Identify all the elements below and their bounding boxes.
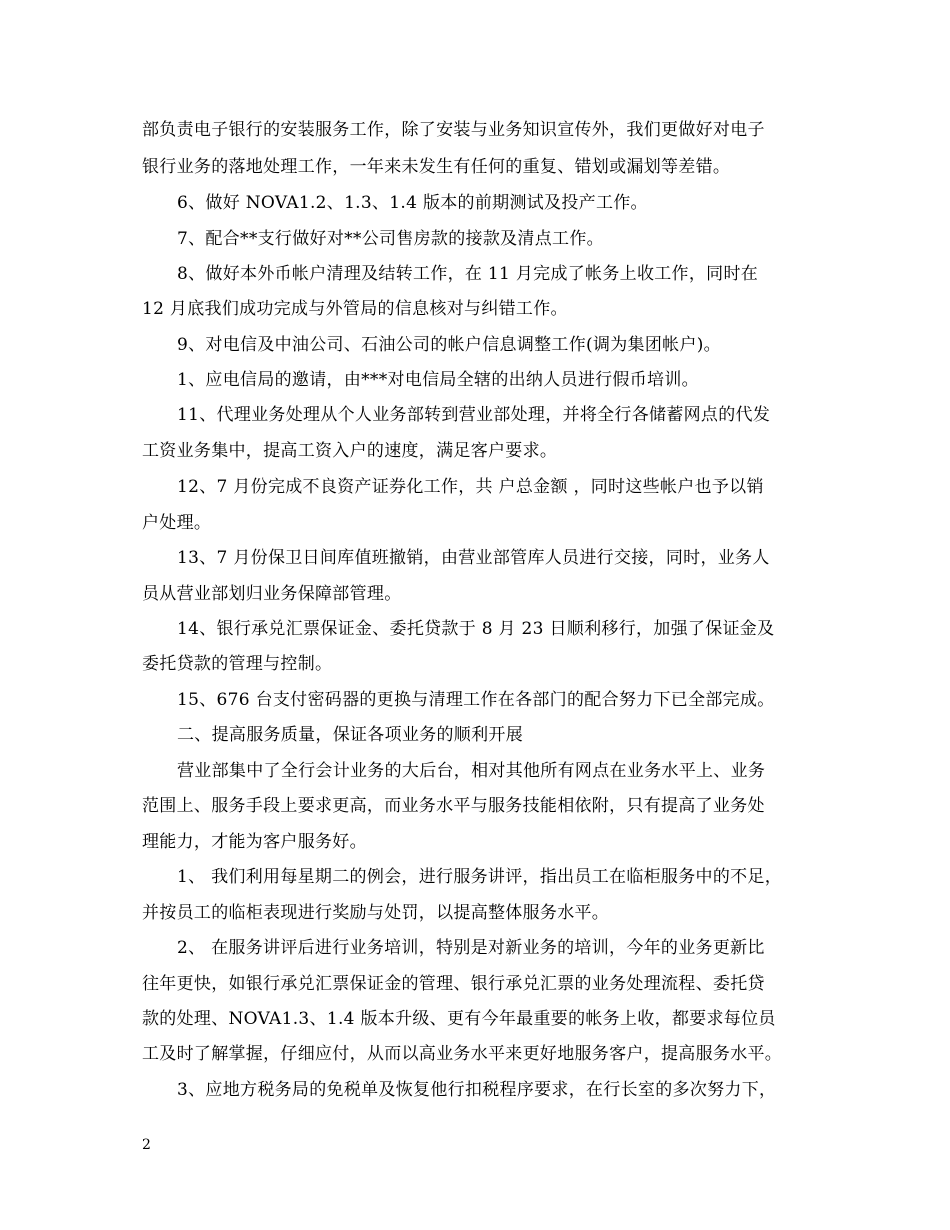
text-line: 15、676 台支付密码器的更换与清理工作在各部门的配合努力下已全部完成。 <box>177 690 775 710</box>
text-line: 部负责电子银行的安装服务工作，除了安装与业务知识宣传外，我们更做好对电子 <box>142 120 765 140</box>
section-heading: 二、提高服务质量，保证各项业务的顺利开展 <box>177 725 523 745</box>
text-line: 7、配合**支行做好对**公司售房款的接款及清点工作。 <box>177 229 604 249</box>
text-line: 员从营业部划归业务保障部管理。 <box>142 584 402 604</box>
text-line: 银行业务的落地处理工作，一年来未发生有任何的重复、错划或漏划等差错。 <box>142 157 731 177</box>
text-line: 1、 我们利用每星期二的例会，进行服务讲评，指出员工在临柜服务中的不足， <box>177 867 783 887</box>
text-line: 2、 在服务讲评后进行业务培训，特别是对新业务的培训，今年的业务更新比 <box>177 938 765 958</box>
text-line: 9、对电信及中油公司、石油公司的帐户信息调整工作(调为集团帐户)。 <box>177 335 721 355</box>
text-line: 12 月底我们成功完成与外管局的信息核对与纠错工作。 <box>142 299 568 319</box>
text-line: 户处理。 <box>142 513 212 533</box>
text-line: 13、7 月份保卫日间库值班撤销，由营业部管库人员进行交接，同时，业务人 <box>177 548 770 568</box>
text-line: 8、做好本外币帐户清理及结转工作，在 11 月完成了帐务上收工作，同时在 <box>177 264 759 284</box>
text-line: 6、做好 NOVA1.2、1.3、1.4 版本的前期测试及投产工作。 <box>177 193 648 213</box>
text-line: 3、应地方税务局的免税单及恢复他行扣税程序要求，在行长室的多次努力下， <box>177 1080 777 1100</box>
text-line: 工及时了解掌握，仔细应付，从而以高业务水平来更好地服务客户，提高服务水平。 <box>142 1044 783 1064</box>
text-line: 款的处理、NOVA1.3、1.4 版本升级、更有今年最重要的帐务上收，都要求每位员 <box>142 1009 776 1029</box>
text-line: 理能力，才能为客户服务好。 <box>142 832 367 852</box>
text-line: 14、银行承兑汇票保证金、委托贷款于 8 月 23 日顺利移行，加强了保证金及 <box>177 619 775 639</box>
text-line: 工资业务集中，提高工资入户的速度，满足客户要求。 <box>142 441 558 461</box>
text-line: 范围上、服务手段上要求更高，而业务水平与服务技能相依附，只有提高了业务处 <box>142 796 765 816</box>
text-line: 营业部集中了全行会计业务的大后台，相对其他所有网点在业务水平上、业务 <box>177 761 766 781</box>
text-line: 委托贷款的管理与控制。 <box>142 654 333 674</box>
text-line: 并按员工的临柜表现进行奖励与处罚，以提高整体服务水平。 <box>142 903 610 923</box>
text-line: 往年更快，如银行承兑汇票保证金的管理、银行承兑汇票的业务处理流程、委托贷 <box>142 974 765 994</box>
page-number: 2 <box>142 1137 151 1153</box>
text-line: 11、代理业务处理从个人业务部转到营业部处理，并将全行各储蓄网点的代发 <box>177 405 771 425</box>
text-line: 1、应电信局的邀请，由***对电信局全辖的出纳人员进行假币培训。 <box>177 370 699 390</box>
text-line: 12、7 月份完成不良资产证券化工作，共 户总金额 ，同时这些帐户也予以销 <box>177 477 764 497</box>
